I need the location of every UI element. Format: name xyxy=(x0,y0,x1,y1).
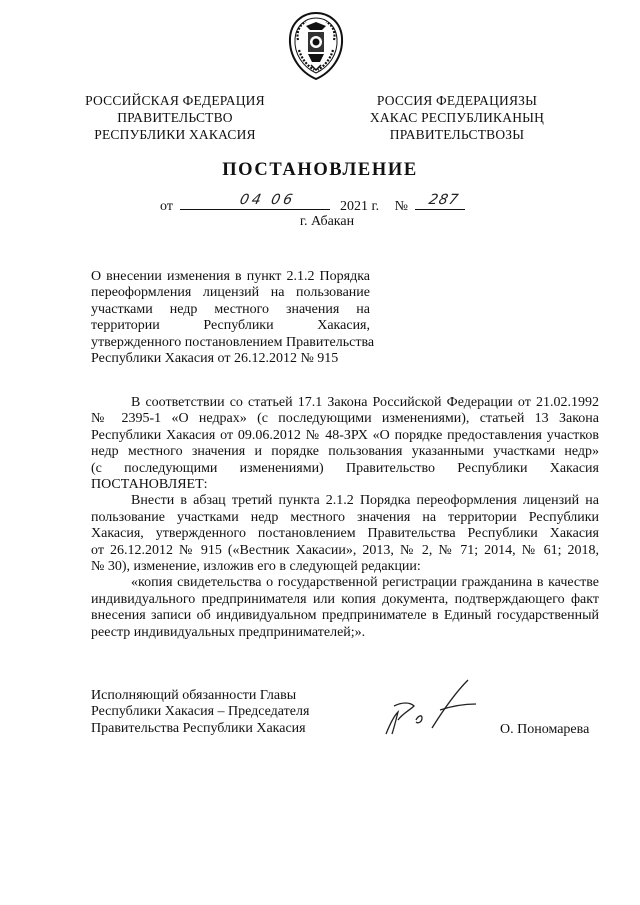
body-line: Внести в абзац третий пункта 2.1.2 Порядка переоформления лицензий на xyxy=(131,493,599,509)
body-line: индивидуального предпринимателя или копия документа, подтверждающего факт xyxy=(91,591,599,607)
number-blank xyxy=(415,192,465,210)
body-line: № 30), изменение, изложив его в следующей редакции: xyxy=(91,559,421,575)
body-line: ПОСТАНОВЛЯЕТ: xyxy=(91,477,208,493)
header-right-line: ПРАВИТЕЛЬСТВОЗЫ xyxy=(389,127,525,142)
number-sign: № xyxy=(394,199,408,214)
handwritten-number: 287 xyxy=(427,192,461,208)
header-right-line: ХАКАС РЕСПУБЛИКАНЫҢ xyxy=(369,110,545,125)
signatory-line: Исполняющий обязанности Главы xyxy=(91,688,297,703)
body-line: Хакасия, утвержденного постановлением Правительства Республики Хакасия xyxy=(91,526,599,542)
body-line: пользование участками недр местного значения на территории Республики xyxy=(91,509,599,525)
signatory-name: О. Пономарева xyxy=(500,722,590,737)
handwritten-date: 04 06 xyxy=(238,192,298,208)
signatory-title xyxy=(91,688,309,737)
header-right xyxy=(358,92,556,143)
subject-line: утвержденного постановлением Правительства xyxy=(91,334,375,350)
city: г. Абакан xyxy=(299,214,355,229)
header-left xyxy=(80,92,270,143)
subject-line: Республики Хакасия от 26.12.2012 № 915 xyxy=(91,351,339,367)
document-subject xyxy=(91,269,375,367)
body-line: № 2395-1 «О недрах» (с последующими изменениями), статьей 13 Закона xyxy=(91,411,599,427)
subject-line: О внесении изменения в пункт 2.1.2 Порядка xyxy=(91,269,370,284)
subject-line: территории Республики Хакасия, xyxy=(91,318,370,334)
body-line: реестр индивидуальных предпринимателей;». xyxy=(91,624,366,640)
body-line: «копия свидетельства о государственной регистрации гражданина в качестве xyxy=(131,575,599,591)
body-line: Республики Хакасия от 09.06.2012 № 48-ЗРХ «О порядке предоставления участков xyxy=(91,427,599,443)
header-right-line: РОССИЯ ФЕДЕРАЦИЯЗЫ xyxy=(376,93,538,108)
date-year: 2021 г. xyxy=(339,199,380,214)
date-prefix: от xyxy=(160,199,173,214)
body-line: внесения записи об индивидуальном предпринимателе в Единый государственный xyxy=(91,608,599,624)
document-body xyxy=(91,395,599,641)
body-line: недр местного значения и порядке пользования указанными участками недр» xyxy=(91,444,599,460)
document-title: ПОСТАНОВЛЕНИЕ xyxy=(222,160,418,180)
signatory-line: Правительства Республики Хакасия xyxy=(91,720,306,736)
header-left-line: ПРАВИТЕЛЬСТВО xyxy=(117,110,233,125)
coat-of-arms-icon xyxy=(284,10,348,82)
header-left-line: РЕСПУБЛИКИ ХАКАСИЯ xyxy=(94,127,256,142)
body-line: В соответствии со статьей 17.1 Закона Российской Федерации от 21.02.1992 xyxy=(131,395,599,410)
handwritten-signature xyxy=(376,676,486,740)
body-line: (с последующими изменениями) Правительство Республики Хакасия xyxy=(91,460,599,476)
date-line xyxy=(160,192,465,216)
subject-line: участками недр местного значения на xyxy=(91,301,370,317)
signatory-line: Республики Хакасия – Председателя xyxy=(91,704,310,720)
header-left-line: РОССИЙСКАЯ ФЕДЕРАЦИЯ xyxy=(85,93,265,108)
subject-line: переоформления лицензий на пользование xyxy=(91,285,370,301)
body-line: от 26.12.2012 № 915 («Вестник Хакасии», 2013, № 2, № 71; 2014, № 61; 2018, xyxy=(91,542,599,558)
date-blank xyxy=(180,192,330,210)
